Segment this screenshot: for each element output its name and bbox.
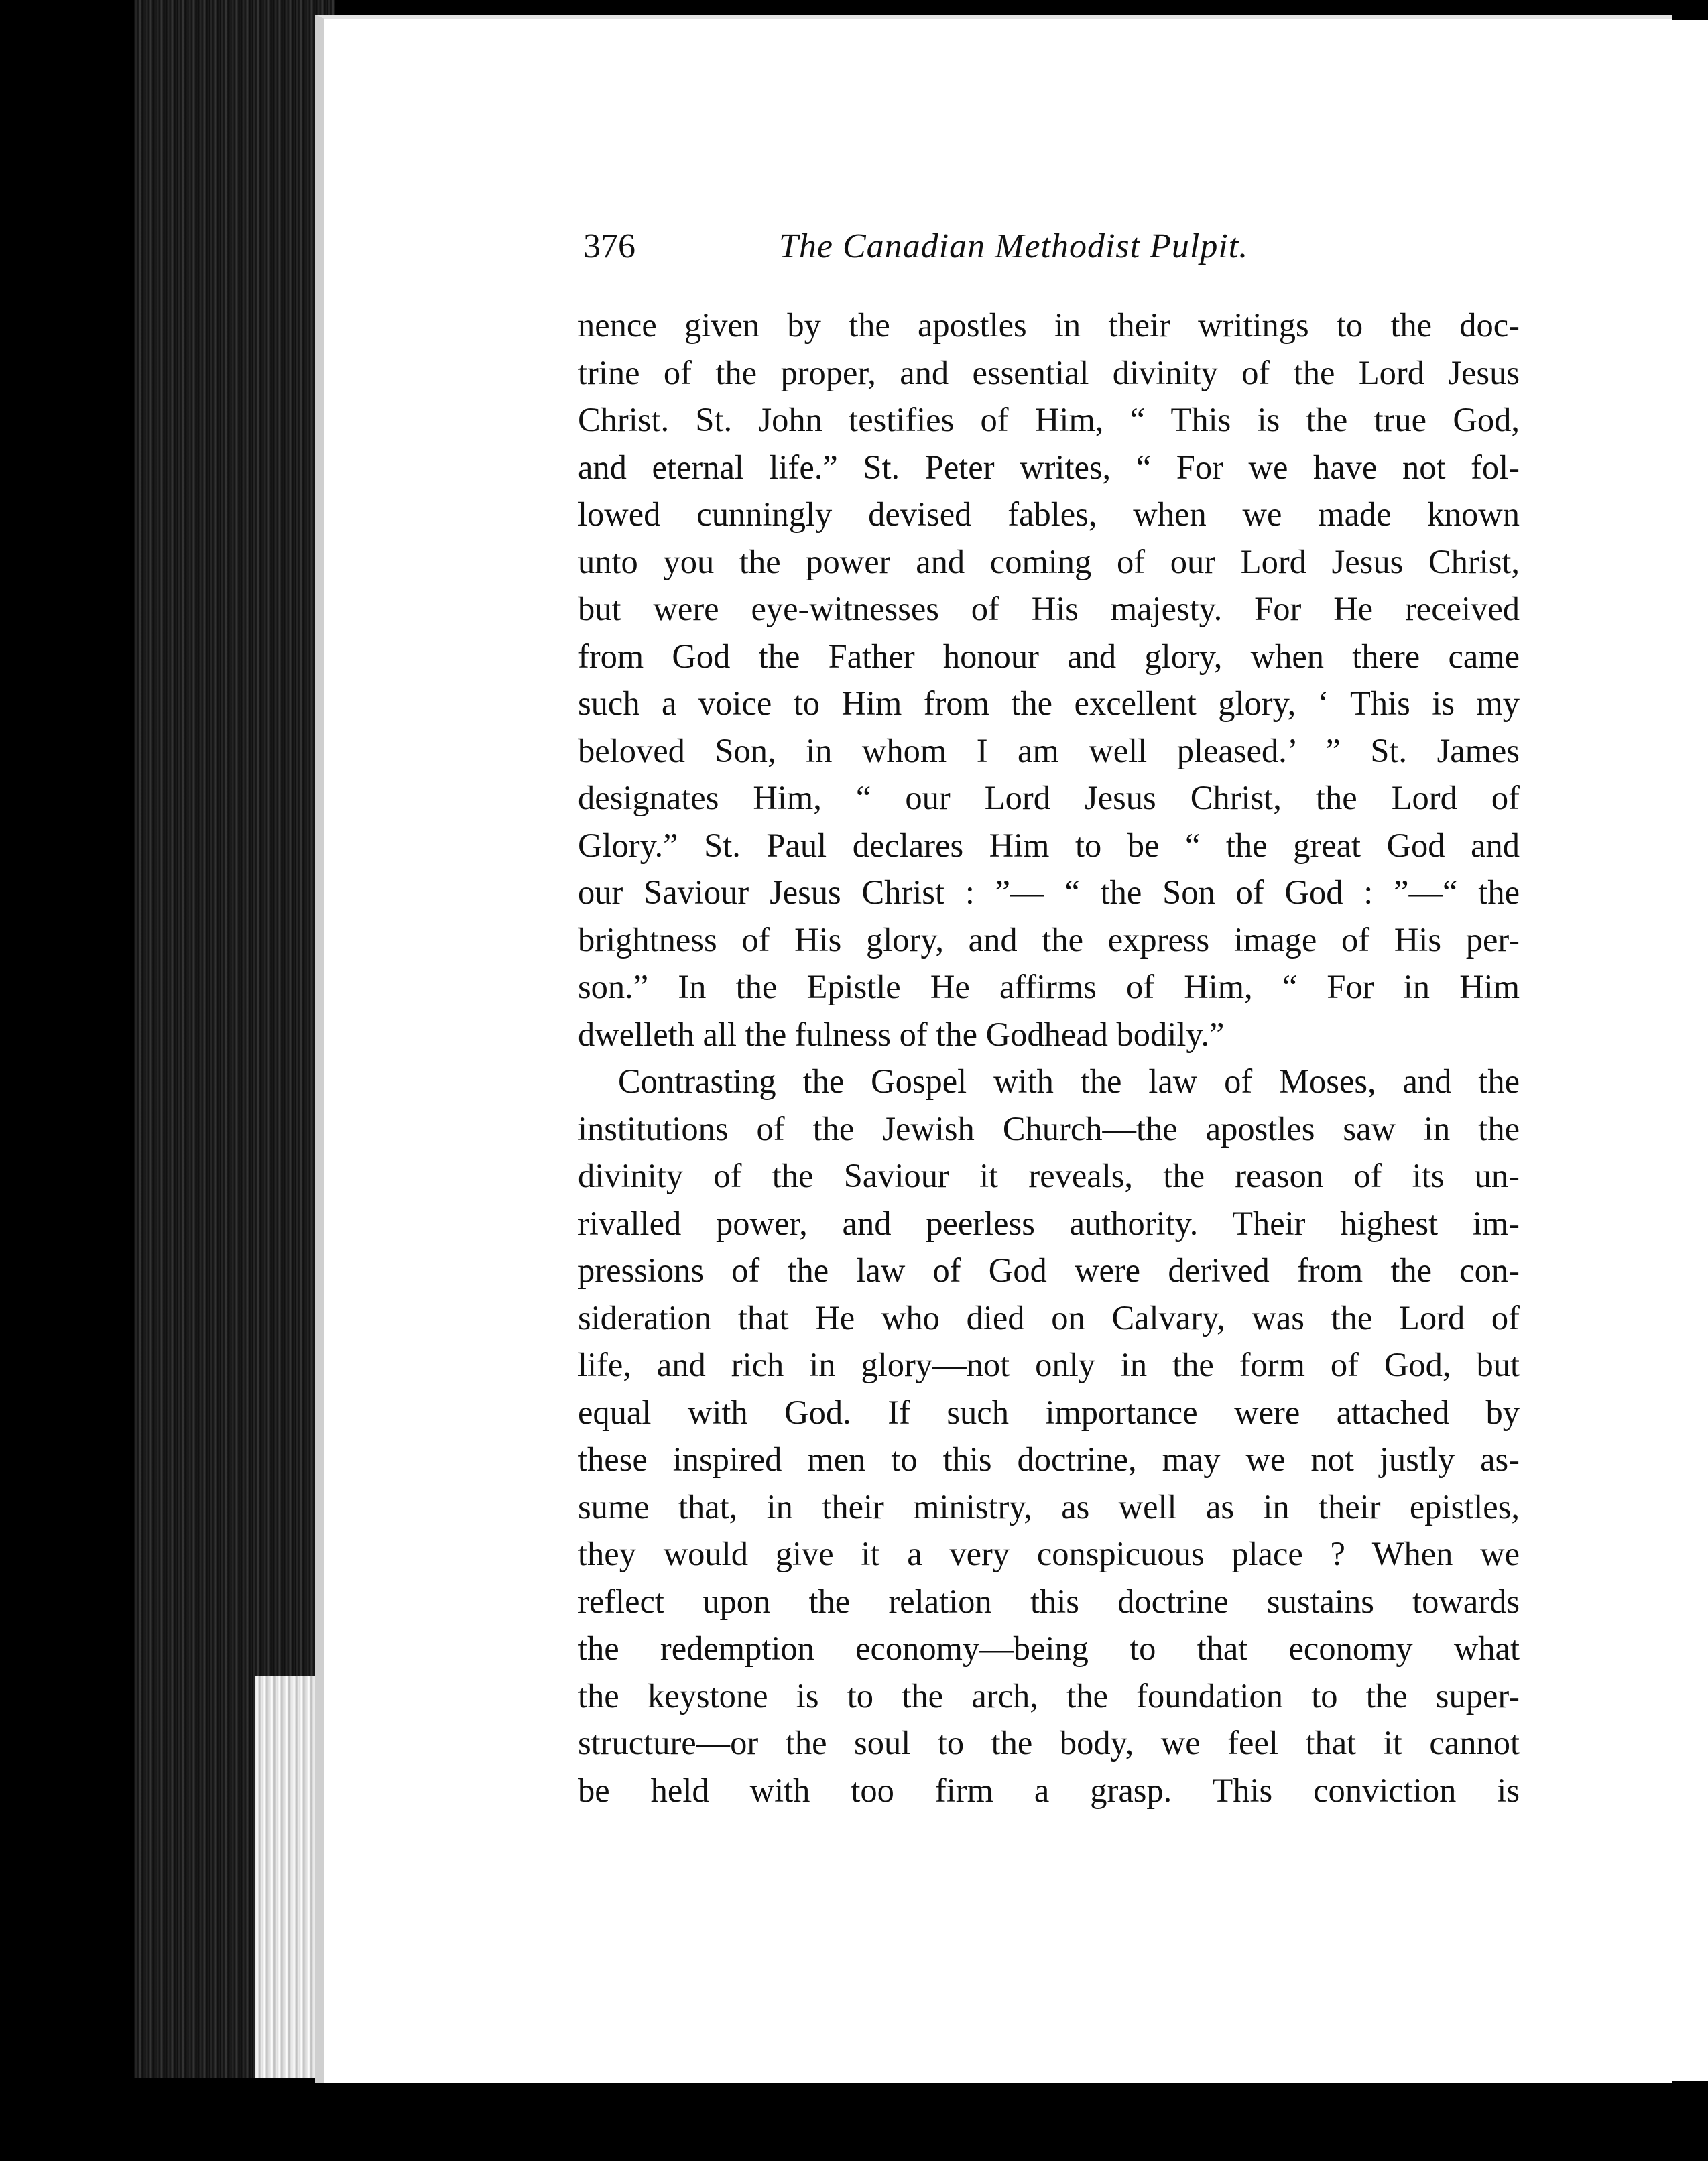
text-line: rivalled power, and peerless authority. Their highest im-	[578, 1204, 1520, 1242]
text-line: they would give it a very conspicuous place ? When we	[578, 1535, 1520, 1572]
text-line: sideration that He who died on Calvary, was the Lord of	[578, 1298, 1520, 1337]
text-line: brightness of His glory, and the express image of His per-	[578, 920, 1520, 959]
text-line: reflect upon the relation this doctrine sustains towards	[578, 1582, 1520, 1620]
text-line: the redemption economy—being to that economy what	[578, 1629, 1520, 1667]
text-line: these inspired men to this doctrine, may we not justly as-	[578, 1440, 1520, 1478]
text-line: divinity of the Saviour it reveals, the reason of its un-	[578, 1157, 1520, 1194]
running-title: The Canadian Methodist Pulpit.	[779, 227, 1249, 265]
text-line: designates Him, “ our Lord Jesus Christ, the Lord of	[578, 779, 1520, 816]
text-line: Contrasting the Gospel with the law of Moses, and the	[618, 1062, 1520, 1100]
text-line: lowed cunningly devised fables, when we made known	[578, 495, 1520, 533]
text-line: pressions of the law of God were derived from the con-	[578, 1251, 1520, 1289]
text-line: structure—or the soul to the body, we feel that it cannot	[578, 1724, 1520, 1762]
text-line: but were eye-witnesses of His majesty. For He received	[578, 590, 1520, 627]
text-line: nence given by the apostles in their writings to the doc-	[578, 306, 1520, 344]
text-line: from God the Father honour and glory, when there came	[578, 637, 1520, 675]
text-line: and eternal life.” St. Peter writes, “ For we have not fol-	[578, 448, 1520, 486]
running-header	[583, 227, 1327, 280]
page-number: 376	[583, 227, 635, 265]
text-line: equal with God. If such importance were attached by	[578, 1393, 1520, 1431]
scan-border	[0, 2098, 1708, 2161]
text-line: beloved Son, in whom I am well pleased.’ ” St. James	[578, 731, 1520, 769]
text-line: unto you the power and coming of our Lord Jesus Christ,	[578, 542, 1520, 580]
text-line: trine of the proper, and essential divinity of the Lord Jesus	[578, 353, 1520, 391]
text-line: our Saviour Jesus Christ : ”— “ the Son of God : ”—“ the	[578, 873, 1520, 911]
text-line: Christ. St. John testifies of Him, “ This is the true God,	[578, 401, 1520, 438]
body-text	[578, 302, 1520, 1814]
text-line: the keystone is to the arch, the foundation to the super-	[578, 1676, 1520, 1715]
text-line: such a voice to Him from the excellent glory, ‘ This is my	[578, 684, 1520, 722]
text-line: son.” In the Epistle He affirms of Him, “ For in Him	[578, 968, 1520, 1005]
text-line: be held with too firm a grasp. This conviction is	[578, 1771, 1520, 1809]
text-line: life, and rich in glory—not only in the form of God, but	[578, 1346, 1520, 1383]
text-line: institutions of the Jewish Church—the apostles saw in the	[578, 1109, 1520, 1148]
text-line: dwelleth all the fulness of the Godhead bodily.”	[578, 1015, 1225, 1053]
text-line: Glory.” St. Paul declares Him to be “ the great God and	[578, 826, 1520, 864]
text-line: sume that, in their ministry, as well as in their epistles,	[578, 1487, 1520, 1526]
